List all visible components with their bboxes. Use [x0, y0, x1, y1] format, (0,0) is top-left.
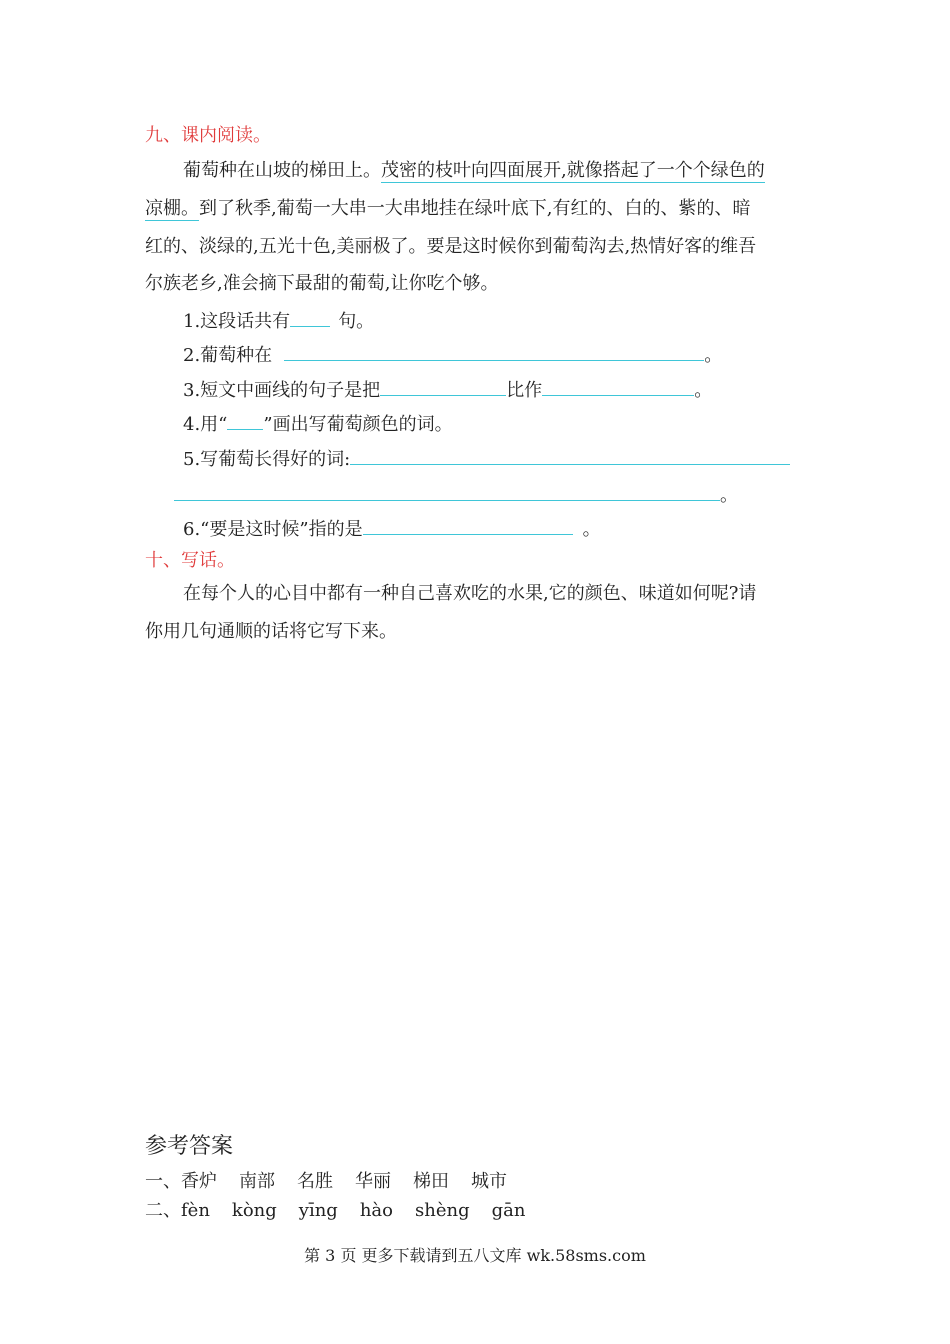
answer-item: yīng — [298, 1200, 338, 1221]
question-5-end: 。 — [720, 485, 738, 506]
question-5-text: 5.写葡萄长得好的词: — [183, 449, 351, 470]
section10-heading: 十、写话。 — [145, 550, 235, 571]
underlined-sentence-end: 凉棚。 — [145, 198, 199, 219]
passage-text: 到了秋季,葡萄一大串一大串地挂在绿叶底下,有红的、白的、紫的、暗 — [199, 198, 751, 219]
writing-prompt-line-2: 你用几句通顺的话将它写下来。 — [145, 621, 397, 642]
question-1-text: 1.这段话共有 — [183, 311, 291, 332]
question-4 — [183, 409, 453, 438]
question-3 — [183, 375, 712, 404]
answer-item: 名胜 — [297, 1171, 333, 1192]
passage-line-3: 红的、淡绿的,五光十色,美丽极了。要是这时候你到葡萄沟去,热情好客的维吾 — [145, 236, 757, 257]
section9-heading: 九、课内阅读。 — [145, 125, 271, 146]
answer-row-1 — [145, 1169, 507, 1195]
answer-item: shèng — [415, 1200, 470, 1221]
answer-item: 梯田 — [413, 1171, 449, 1192]
answer-blank-6[interactable] — [363, 514, 573, 535]
answers-title: 参考答案 — [145, 1134, 234, 1159]
answer-item: 城市 — [471, 1171, 507, 1192]
passage-line-1 — [183, 158, 765, 184]
answer-blank-3b[interactable] — [542, 375, 694, 396]
answer-row-2-label: 二、 — [145, 1200, 181, 1221]
answer-blank-5b[interactable] — [174, 480, 720, 501]
question-4-suffix: ”画出写葡萄颜色的词。 — [263, 414, 453, 435]
question-5-line-2 — [174, 480, 738, 509]
question-6-end: 。 — [582, 519, 601, 540]
answer-blank-2[interactable] — [284, 340, 704, 361]
question-3-text: 3.短文中画线的句子是把 — [183, 380, 381, 401]
question-1-suffix: 句。 — [338, 311, 375, 332]
answer-item: hào — [359, 1200, 393, 1221]
page-footer: 第 3 页 更多下载请到五八文库 wk.58sms.com — [304, 1246, 646, 1265]
question-3-mid: 比作 — [506, 380, 543, 401]
answer-item: 香炉 — [181, 1171, 217, 1192]
answer-item: 华丽 — [355, 1171, 391, 1192]
question-6-text: 6.“要是这时候”指的是 — [183, 519, 363, 540]
question-3-end: 。 — [694, 380, 713, 401]
passage-text: 葡萄种在山坡的梯田上。 — [183, 160, 381, 181]
answer-blank-5a[interactable] — [350, 444, 790, 465]
underlined-sentence: 茂密的枝叶向四面展开,就像搭起了一个个绿色的 — [381, 160, 765, 181]
answer-item: 南部 — [239, 1171, 275, 1192]
question-6 — [183, 514, 601, 543]
passage-line-2 — [145, 196, 750, 222]
answer-blank-1[interactable] — [290, 306, 330, 327]
question-1 — [183, 306, 374, 335]
passage-line-4: 尔族老乡,准会摘下最甜的葡萄,让你吃个够。 — [145, 273, 499, 294]
answer-item: fèn — [181, 1200, 210, 1221]
answer-blank-3a[interactable] — [380, 375, 506, 396]
answer-row-1-label: 一、 — [145, 1171, 181, 1192]
answer-item: gān — [491, 1200, 526, 1221]
underline-sample — [227, 409, 263, 430]
question-2 — [183, 340, 722, 369]
answer-row-2 — [145, 1198, 525, 1224]
answer-item: kòng — [231, 1200, 277, 1221]
question-2-text: 2.葡萄种在 — [183, 345, 273, 366]
question-4-text: 4.用“ — [183, 414, 228, 435]
writing-prompt-line-1: 在每个人的心目中都有一种自己喜欢吃的水果,它的颜色、味道如何呢?请 — [183, 583, 757, 604]
question-5 — [183, 444, 790, 473]
question-2-end: 。 — [704, 345, 723, 366]
